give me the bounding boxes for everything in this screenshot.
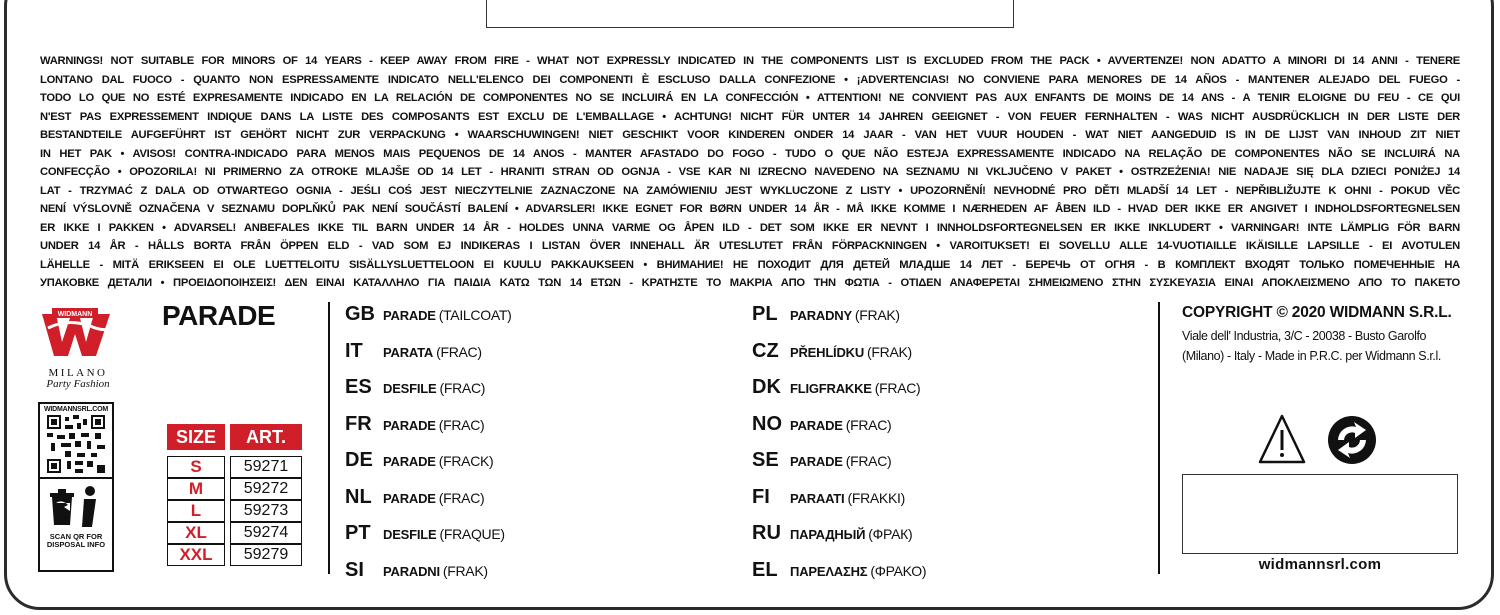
product-name-translation: PARADE [383,417,436,433]
language-code: FI [752,485,770,508]
product-name-translation: PARADE [383,308,436,323]
warning-line: BESTANDTEILE AUFGEFÜHRT IST GEHÖRT NICHT ZUR VERPACKUNG • WAARSCHUWINGEN! NIET GESCHIKT VOOR KINDEREN ONDER 14 JAAR - VAN HET VUUR HOUDEN - WAT NIET AANGEDUID IS IN DE LIJST VAN INHOUD ZIT NIET [40,129,1460,141]
warning-line: IN HET PAK • AVISOS! CONTRA-INDICADO PARA MENOS MAIS PEQUENOS DE 14 ANOS - MANTER AFASTADO DO FOGO - TUDO O QUE NÃO ESTEJA EXPRESSAMENTE INDICADO NA RELAÇÃO DE COMPONENTES NÃO SE INCLUIRÁ NA [40,147,1460,160]
article-number-cell: 59272 [230,478,302,500]
language-row-de [345,449,511,486]
website-link[interactable]: widmannsrl.com [1258,556,1382,573]
product-type-translation: (FRAK) [854,307,900,323]
warning-line: ER IKKE I PAKKEN • ADVARSEL! ANBEFALES IKKE TIL BARN UNDER 14 ÅR - HOLDES UNNA VARME OG ÅPEN ILD - DET SOM IKKE ER NEVNT I INNHOLDSFORTEGNELSEN ER IKKE INKLUDERT • VARNINGAR! INTE LÄMPLIG FÖR BARN [40,221,1460,234]
logo-city: MILANO [48,367,108,379]
compliance-symbols [1258,412,1388,468]
product-type-translation: (FRAC) [845,416,892,433]
product-type-translation: (FRAC) [874,380,921,396]
safety-warnings [40,52,1460,293]
product-name-translation: PARADNI [383,563,440,579]
language-code: SI [345,558,364,581]
product-type-translation: (ФРАК) [868,526,913,542]
warning-line: УПАКОВКЕ ДЕТАЛИ • ΠΡΟΕΙΔΟΠΟΙΗΣΕΙΣ! ΔΕΝ ΕΙΝΑΙ ΚΑΤΑΛΛΗΛΟ ΓΙΑ ΠΑΙΔΙΑ ΚΑΤΩ ΤΩΝ 14 ΕΤΩΝ - ΚΡΑΤΗΣΤΕ ΤΟ ΜΑΚΡΙΑ ΑΠΟ ΤΗΝ ΦΩΤΙΑ - ΟΤΙΔΕΝ ΑΝΑΦΕΡΕΤΑΙ ΣΗΜΕΙΩΜΕΝΟ ΣΤΗΝ ΣΥΣΚΕΥΑΣΙΑ ΕΙΝΑΙ ΑΠΟΚΛΕΙΣΜΕΝΟ ΑΠΟ ΤΟ ΠΑΚΕΤΟ [40,277,1460,289]
widmann-logo-mark [38,308,114,360]
product-name-translation: PŘEHLÍDKU [790,344,865,360]
article-number-cell: 59274 [230,522,302,544]
copyright-block [1182,304,1462,366]
language-row-fi [752,486,926,523]
language-row-cz [752,340,926,377]
language-list-right [752,303,926,595]
size-row [167,500,302,522]
language-code: RU [752,522,781,544]
product-type-translation: (FRAC) [436,343,482,360]
size-cell: XL [167,522,225,544]
product-name-translation: ΠΑΡΕΛΑΣΗΣ [790,563,868,579]
address-line-2: (Milano) - Italy - Made in P.R.C. per Widmann S.r.l. [1182,349,1441,363]
product-type-translation: (FRAC) [845,453,892,469]
language-row-el [752,559,926,596]
size-cell: XXL [167,544,225,566]
language-list-left [345,303,511,595]
product-name-translation: PARAATI [790,490,845,506]
language-code: EL [752,558,778,581]
language-code: PT [345,522,371,544]
size-row [167,522,302,544]
size-cell: S [167,456,225,478]
warning-line: CONFECÇÃO • OPOZORILA! NI PRIMERNO ZA OTROKE MLAJŠE OD 14 LET - HRANITI STRAN OD OGNJA - VSE KAR NI IZRECNO NAVEDENO NA SEZNAMU NI VKLJUČENO V PAKET • OSTRZEŻENIA! NIE NADAJE SIĘ DLA DZIECI PONIŻEJ 14 [40,166,1460,178]
size-table-body [167,450,302,566]
article-number-cell: 59273 [230,500,302,522]
warning-line: TODO LO QUE NO ESTÉ EXPRESAMENTE INDICADO EN LA RELACIÓN DE COMPONENTES NO SE INCLUIRÁ EN LA CONFECCIÓN • ATTENTION! NE CONVIENT PAS AUX ENFANTS DE MOINS DE 14 ANS - A TENIR ELOIGNE DU FEU - CE QUI [40,92,1460,104]
size-row [167,456,302,478]
product-type-translation: (FRAC) [438,489,485,506]
product-name-translation: ПАРАДНЫЙ [790,527,866,542]
language-row-pt [345,522,511,559]
green-dot-recycling-icon [1328,416,1376,464]
art-header: ART. [230,424,302,450]
warning-line: LÄHELLE - MITÄ ERIKSEEN EI OLE LUETTELOITU SISÄLLYSLUETTELOON EI KUULU PAKKAUKSEEN • ВНИМАНИЕ! НЕ ПОХОДИТ ДЛЯ ДЕТЕЙ МЛАДШЕ 14 ЛЕТ - БЕРЕЧЬ ОТ ОГНЯ - В КОМПЛЕКТ ВХОДЯТ ТОЛЬКО ПОМЕЧЕННЫЕ НА [40,258,1460,271]
language-code: GB [345,303,375,325]
language-code: ES [345,376,372,398]
language-row-se [752,449,926,486]
language-code: PL [752,303,778,325]
size-table [162,424,307,566]
warning-line: NENÍ VÝSLOVNĚ OZNAČENA V SEZNAMU DOPLŇKŮ PAK NENÍ SOUČÁSTÍ BALENÍ • ADVARSLER! IKKE EGNET FOR BØRN UNDER 14 ÅR - MÅ IKKE KOMME I NÆRHEDEN AF ÅBEN ILD - HVAD DER IKKE ER ANGIVET I INDHOLDSFORTEGNELSEN [40,203,1460,215]
language-row-it [345,340,511,377]
size-row [167,478,302,500]
product-name-translation: DESFILE [383,381,437,396]
product-name-translation: PARADE [790,454,843,469]
language-code: NL [345,485,372,508]
blank-label-box [1182,474,1458,554]
product-type-translation: (TAILCOAT) [438,307,512,323]
warning-line: WARNINGS! NOT SUITABLE FOR MINORS OF 14 YEARS - KEEP AWAY FROM FIRE - WHAT NOT EXPRESSLY INDICATED IN THE COMPONENTS LIST IS EXCLUDED FROM THE PACK • AVVERTENZE! NON ADATTO A MINORI DI 14 ANNI - TENERE [40,55,1460,67]
address-line-1: Viale dell' Industria, 3/C - 20038 - Busto Garolfo [1182,329,1427,343]
product-type-translation: (FRACK) [438,453,494,469]
language-code: IT [345,339,363,362]
widmann-logo [38,308,118,390]
size-cell: L [167,500,225,522]
disposal-info-icon [46,483,106,531]
product-title: PARADE [162,300,276,331]
qr-code-icon[interactable] [47,415,105,473]
top-label-box [486,0,1014,28]
divider-left [328,302,330,574]
company-address [1182,326,1462,366]
product-type-translation: (FRAQUE) [439,526,505,542]
qr-disposal-box [38,402,114,572]
size-cell: M [167,478,225,500]
language-code: CZ [752,339,779,362]
language-row-fr [345,413,511,450]
article-number-cell: 59271 [230,456,302,478]
warning-line: LAT - TRZYMAĆ Z DALA OD OTWARTEGO OGNIA - JEŚLI COŚ JEST NIECZYTELNIE ZAZNACZONE NA ZAMÓWIENIU JEST WYKLUCZONE Z LISTY • UPOZORNĚNÍ! NEVHODNÉ PRO DĚTI MLADŠÍ 14 LET - NEPŘIBLIŽUJTE K OHNI - POKUD VĚC [40,184,1460,197]
language-code: DE [345,449,373,471]
product-name-translation: PARADNY [790,308,852,323]
product-name-translation: PARATA [383,344,434,360]
warning-line: N'EST PAS EXPRESSEMENT INDIQUE DANS LA LISTE DES COMPOSANTS EST EXCLU DE L'EMBALLAGE • ACHTUNG! NICHT FÜR UNTER 14 JAHREN GEEIGNET - VON FEUER FERNHALTEN - WAS NICHT AUSDRÜCKLICH IN DER LISTE DER [40,110,1460,123]
warning-line: LONTANO DAL FUOCO - QUANTO NON ESPRESSAMENTE INDICATO NELL'ELENCO DEI COMPONENTI È ESCLUSO DALLA CONFEZIONE • ¡ADVERTENCIAS! NO CONVIENE PARA MENORES DE 14 AÑOS - MANTENER ALEJADO DEL FUEGO - [40,73,1460,86]
product-name-translation: DESFILE [383,527,437,542]
language-row-es [345,376,511,413]
language-row-pl [752,303,926,340]
product-type-translation: (FRAK) [442,562,488,579]
logo-tagline: Party Fashion [46,378,110,390]
language-row-nl [345,486,511,523]
copyright-title: COPYRIGHT © 2020 WIDMANN S.R.L. [1182,304,1452,321]
product-name-translation: PARADE [790,417,843,433]
product-name-translation: FLIGFRAKKE [790,381,872,396]
qr-caption: SCAN QR FOR DISPOSAL INFO [46,532,106,549]
size-header: SIZE [167,424,225,450]
warning-line: UNDER 14 ÅR - HÅLLS BORTA FRÅN ÖPPEN ELD - VAD SOM EJ INDIKERAS I LISTAN ÖVER INNEHALL ÄR UTESLUTET FRÅN FÖRPACKNINGEN • VAROITUKSET! EI SOVELLU ALLE 14-VUOTIAILLE IKÄISILLE LAPSILLE - EI AVOTULEN [40,240,1460,252]
language-row-gb [345,303,511,340]
language-row-si [345,559,511,596]
product-type-translation: (FRAK) [867,343,912,360]
product-type-translation: (FRAKKI) [847,489,905,506]
qr-separator [40,477,112,479]
product-name-translation: PARADE [383,490,436,506]
language-code: DK [752,376,781,398]
language-code: NO [752,412,782,435]
language-row-no [752,413,926,450]
product-name-translation: PARADE [383,454,436,469]
warning-triangle-icon [1260,416,1304,462]
product-type-translation: (FRAC) [438,416,485,433]
product-type-translation: (FRAC) [439,380,486,396]
qr-url: WIDMANNSRL.COM [43,406,109,413]
product-type-translation: (ΦΡΑΚΟ) [870,562,927,579]
language-code: SE [752,449,779,471]
article-number-cell: 59279 [230,544,302,566]
language-row-dk [752,376,926,413]
language-row-ru [752,522,926,559]
size-row [167,544,302,566]
logo-brand-text: WIDMANN [57,311,93,318]
divider-right [1158,302,1160,574]
language-code: FR [345,412,372,435]
